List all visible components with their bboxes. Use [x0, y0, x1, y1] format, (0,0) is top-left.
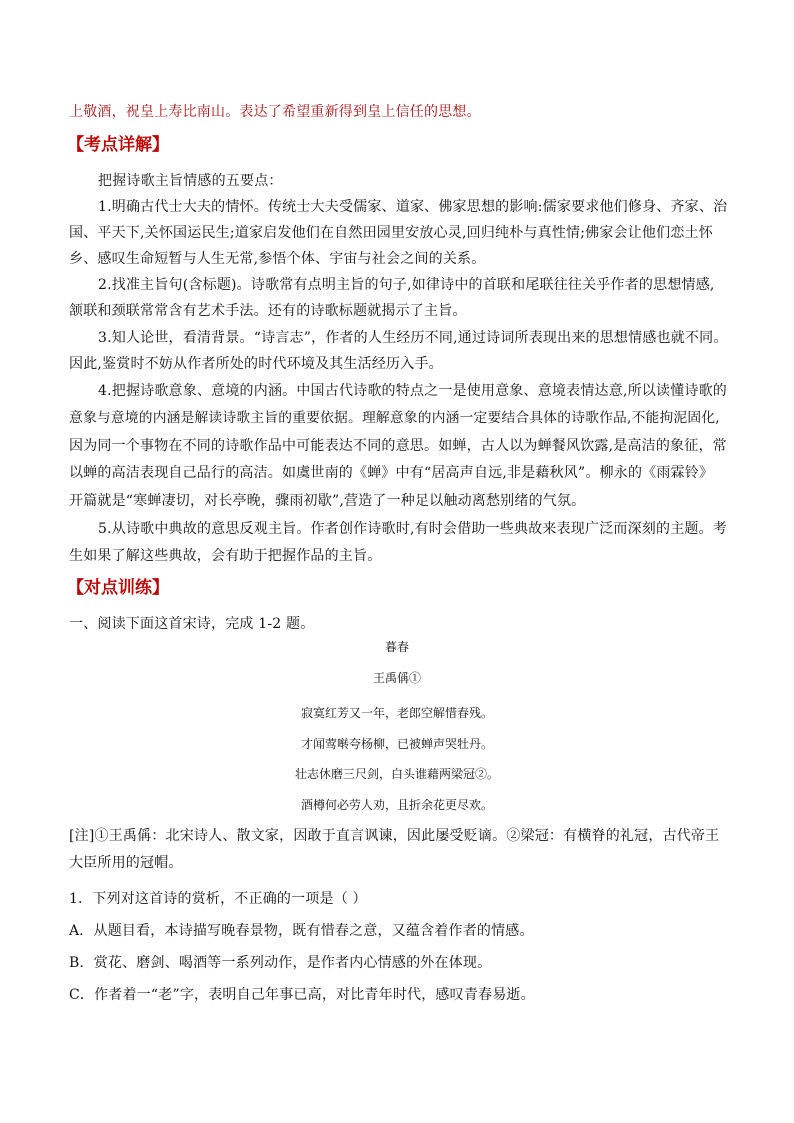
poem-line: 寂寞红芳又一年，老郎空解惜春残。	[300, 706, 493, 720]
body-line: 颔联和颈联常常含有艺术手法。还有的诗歌标题就揭示了主旨。	[69, 303, 467, 319]
section-heading-practice: 【对点训练】	[67, 578, 169, 598]
question-option-c: C．作者着一“老”字，表明自己年事已高，对比青年时代，感叹青春易逝。	[69, 987, 535, 1003]
poem-line: 才闻莺啭夸杨柳，已被蝉声哭牡丹。	[300, 737, 493, 751]
poem-title: 暮春	[384, 640, 409, 654]
body-line: 国、平天下,关怀国运民生;道家启发他们在自然田园里安放心灵,回归纯朴与真性情;佛家会让他们恋土怀	[69, 225, 713, 241]
body-line: 意象与意境的内涵是解读诗歌主旨的重要依据。理解意象的内涵一定要结合具体的诗歌作品,不能拘泥固化,	[69, 410, 720, 426]
poem-note: [注]①王禹偁：北宋诗人、散文家，因敢于直言讽谏，因此屡受贬谪。②梁冠：有横脊的礼冠，古代帝王	[69, 828, 720, 844]
poem-author: 王禹偁①	[372, 671, 421, 685]
body-line: 3.知人论世，看清背景。“诗言志”，作者的人生经历不同,通过诗词所表现出来的思想情感也就不同。	[98, 330, 728, 346]
body-line: 因为同一个事物在不同的诗歌作品中可能表达不同的意思。如蝉，古人以为蝉餐风饮露,是高洁的象征，常	[69, 438, 727, 454]
body-line: 4.把握诗歌意象、意境的内涵。中国古代诗歌的特点之一是使用意象、意境表情达意,所以读懂诗歌的	[98, 383, 728, 399]
question-option-a: A．从题目看，本诗描写晚春景物，既有惜春之意，又蕴含着作者的情感。	[69, 923, 534, 939]
body-line: 1.明确古代士大夫的情怀。传统士大夫受儒家、道家、佛家思想的影响:儒家要求他们修身、齐家、治	[98, 199, 728, 215]
body-line: 2.找准主旨句(含标题)。诗歌常有点明主旨的句子,如律诗中的首联和尾联往往关乎作者的思想情感,	[98, 277, 715, 293]
reading-prompt: 一、阅读下面这首宋诗，完成 1-2 题。	[69, 616, 315, 632]
question-stem: 1．下列对这首诗的赏析，不正确的一项是（ ）	[69, 891, 367, 907]
intro-line: 上敬酒，祝皇上寿比南山。表达了希望重新得到皇上信任的思想。	[69, 104, 481, 120]
poem-note: 大臣所用的冠帽。	[69, 855, 183, 871]
body-line: 因此,鉴赏时不妨从作者所处的时代环境及其生活经历入手。	[69, 356, 443, 372]
section-lead: 把握诗歌主旨情感的五要点：	[98, 173, 283, 189]
poem-line: 壮志休磨三尺剑，白头谁藉两梁冠②。	[294, 767, 499, 781]
section-heading-key-points: 【考点详解】	[67, 135, 169, 155]
body-line: 5.从诗歌中典故的意思反观主旨。作者创作诗歌时,有时会借助一些典故来表现广泛而深刻的主题。考	[98, 521, 728, 537]
body-line: 乡、感叹生命短暂与人生无常,参悟个体、宇宙与社会之间的关系。	[69, 251, 486, 267]
poem-line: 酒樽何必劳人劝，且折余花更尽欢。	[300, 798, 493, 812]
body-line: 开篇就是“寒蝉凄切，对长亭晚，骤雨初歇”,营造了一种足以触动离愁别绪的气氛。	[69, 493, 586, 509]
body-line: 以蝉的高洁表现自己品行的高洁。如虞世南的《蝉》中有“居高声自远,非是藉秋风”。柳永的《雨霖铃》	[69, 465, 714, 481]
question-option-b: B．赏花、磨剑、喝酒等一系列动作，是作者内心情感的外在体现。	[69, 955, 492, 971]
body-line: 生如果了解这些典故，会有助于把握作品的主旨。	[69, 548, 382, 564]
